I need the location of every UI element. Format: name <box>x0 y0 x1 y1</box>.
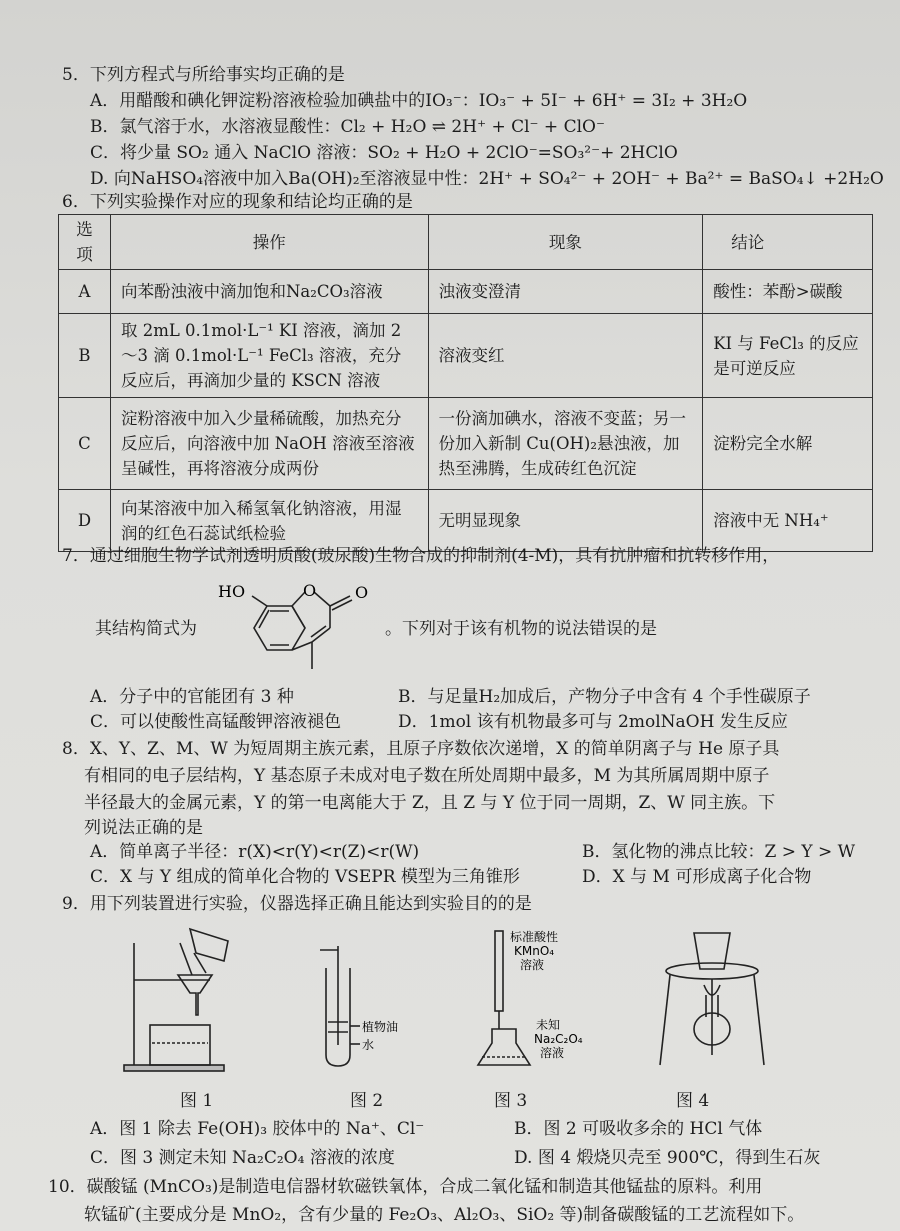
q8-line-3: 半径最大的金属元素，Y 的第一电离能大于 Z，且 Z 与 Y 位于同一周期，Z、W 同主族。下 <box>84 793 776 813</box>
q5-option-c: C．将少量 SO₂ 通入 NaClO 溶液：SO₂ + H₂O + 2ClO⁻=SO₃²⁻+ 2HClO <box>90 143 678 163</box>
table-row <box>59 490 873 552</box>
figure-3-caption: 图 3 <box>494 1091 528 1111</box>
fig3-titrant-label-3: 溶液 <box>520 958 545 972</box>
fig3-analyte-label-2: Na₂C₂O₄ <box>534 1032 583 1046</box>
q7-stem: 7．通过细胞生物学试剂透明质酸(玻尿酸)生物合成的抑制剂(4-M)，具有抗肿瘤和抗转移作用， <box>62 546 780 566</box>
q7-option-a: A．分子中的官能团有 3 种 <box>90 687 294 707</box>
table-row <box>59 398 873 490</box>
q6-stem: 6．下列实验操作对应的现象和结论均正确的是 <box>62 192 413 212</box>
figure-1-caption: 图 1 <box>180 1091 214 1111</box>
q10-line-2: 软锰矿(主要成分是 MnO₂，含有少量的 Fe₂O₃、Al₂O₃、SiO₂ 等)制备碳酸锰的工艺流程如下。 <box>84 1205 805 1225</box>
q9-option-b: B．图 2 可吸收多余的 HCl 气体 <box>514 1119 763 1139</box>
fig2-oil-label: 植物油 <box>362 1020 399 1034</box>
row-phenomenon: 溶液变红 <box>428 314 703 398</box>
figure-2-caption: 图 2 <box>350 1091 384 1111</box>
q9-option-a: A．图 1 除去 Fe(OH)₃ 胶体中的 Na⁺、Cl⁻ <box>90 1119 425 1139</box>
q8-line-2: 有相同的电子层结构，Y 基态原子未成对电子数在所处周期中最多，M 为其所属周期中原子 <box>84 766 770 786</box>
header-operation: 操作 <box>110 215 428 270</box>
row-operation: 向某溶液中加入稀氢氧化钠溶液，用湿润的红色石蕊试纸检验 <box>110 490 428 552</box>
row-operation: 淀粉溶液中加入少量稀硫酸，加热充分反应后，向溶液中加 NaOH 溶液至溶液呈碱性，再将溶液分成两份 <box>110 398 428 490</box>
table-row <box>59 270 873 314</box>
fig3-analyte-label-1: 未知 <box>536 1018 561 1032</box>
row-key: B <box>59 314 111 398</box>
q8-option-d: D．X 与 M 可形成离子化合物 <box>582 867 812 887</box>
q9-option-c: C．图 3 测定未知 Na₂C₂O₄ 溶液的浓度 <box>90 1148 395 1168</box>
figure-4-caption: 图 4 <box>676 1091 710 1111</box>
header-conclusion: 结论 <box>703 215 873 270</box>
fig2-water-label: 水 <box>362 1038 375 1052</box>
q5-option-d: D. 向NaHSO₄溶液中加入Ba(OH)₂至溶液显中性：2H⁺ + SO₄²⁻ + 2OH⁻ + Ba²⁺ = BaSO₄↓ +2H₂O <box>90 169 884 189</box>
figure-4-calcination-apparatus <box>650 925 770 1070</box>
table-row <box>59 314 873 398</box>
q9-option-d: D. 图 4 煅烧贝壳至 900℃，得到生石灰 <box>514 1148 821 1168</box>
row-conclusion: 溶液中无 NH₄⁺ <box>703 490 873 552</box>
coumarin-structure-diagram <box>212 574 382 674</box>
q5-option-a: A．用醋酸和碘化钾淀粉溶液检验加碘盐中的IO₃⁻：IO₃⁻ + 5I⁻ + 6H⁺ = 3I₂ + 3H₂O <box>90 91 748 111</box>
q8-line-4: 列说法正确的是 <box>84 818 203 838</box>
row-key: C <box>59 398 111 490</box>
row-phenomenon: 无明显现象 <box>428 490 703 552</box>
q5-option-b: B．氯气溶于水，水溶液显酸性：Cl₂ + H₂O ⇌ 2H⁺ + Cl⁻ + ClO⁻ <box>90 117 605 137</box>
figure-1-filtration-apparatus <box>120 925 250 1075</box>
header-phenomenon: 现象 <box>428 215 703 270</box>
fig3-titrant-label-2: KMnO₄ <box>514 944 555 958</box>
q8-option-a: A．简单离子半径：r(X)<r(Y)<r(Z)<r(W) <box>90 842 420 862</box>
structure-ring-oxygen-label: O <box>303 581 317 600</box>
figure-2-absorption-tube <box>310 940 420 1070</box>
q8-option-b: B．氢化物的沸点比较：Z > Y > W <box>582 842 856 862</box>
row-phenomenon: 浊液变澄清 <box>428 270 703 314</box>
row-conclusion: 淀粉完全水解 <box>703 398 873 490</box>
header-option: 选项 <box>59 215 111 270</box>
structure-carbonyl-oxygen-label: O <box>355 583 369 602</box>
q9-stem: 9．用下列装置进行实验，仪器选择正确且能达到实验目的的是 <box>62 894 532 914</box>
q7-option-b: B．与足量H₂加成后，产物分子中含有 4 个手性碳原子 <box>398 687 811 707</box>
row-phenomenon: 一份滴加碘水，溶液不变蓝；另一份加入新制 Cu(OH)₂悬浊液，加热至沸腾，生成砖红色沉淀 <box>428 398 703 490</box>
q5-stem: 5．下列方程式与所给事实均正确的是 <box>62 65 345 85</box>
structure-ho-label: HO <box>218 582 246 601</box>
q7-structure-suffix: 。下列对于该有机物的说法错误的是 <box>385 619 657 639</box>
row-conclusion: 酸性：苯酚>碳酸 <box>703 270 873 314</box>
row-conclusion: KI 与 FeCl₃ 的反应是可逆反应 <box>703 314 873 398</box>
row-operation: 向苯酚浊液中滴加饱和Na₂CO₃溶液 <box>110 270 428 314</box>
q7-option-d: D．1mol 该有机物最多可与 2molNaOH 发生反应 <box>398 712 788 732</box>
row-key: D <box>59 490 111 552</box>
fig3-analyte-label-3: 溶液 <box>540 1046 565 1060</box>
q10-line-1: 10．碳酸锰 (MnCO₃)是制造电信器材软磁铁氧体，合成二氧化锰和制造其他锰盐的原料。利用 <box>48 1177 763 1197</box>
table-header-row <box>59 215 873 270</box>
q7-structure-prefix: 其结构简式为 <box>95 619 197 639</box>
row-key: A <box>59 270 111 314</box>
row-operation: 取 2mL 0.1mol·L⁻¹ KI 溶液，滴加 2～3 滴 0.1mol·L⁻¹ FeCl₃ 溶液，充分反应后，再滴加少量的 KSCN 溶液 <box>110 314 428 398</box>
experiment-table <box>58 214 873 552</box>
q8-line-1: 8．X、Y、Z、M、W 为短周期主族元素，且原子序数依次递增，X 的简单阴离子与 He 原子具 <box>62 739 780 759</box>
fig3-titrant-label-1: 标准酸性 <box>510 930 559 944</box>
q7-option-c: C．可以使酸性高锰酸钾溶液褪色 <box>90 712 342 732</box>
figure-3-titration-apparatus <box>470 925 600 1075</box>
q8-option-c: C．X 与 Y 组成的简单化合物的 VSEPR 模型为三角锥形 <box>90 867 520 887</box>
